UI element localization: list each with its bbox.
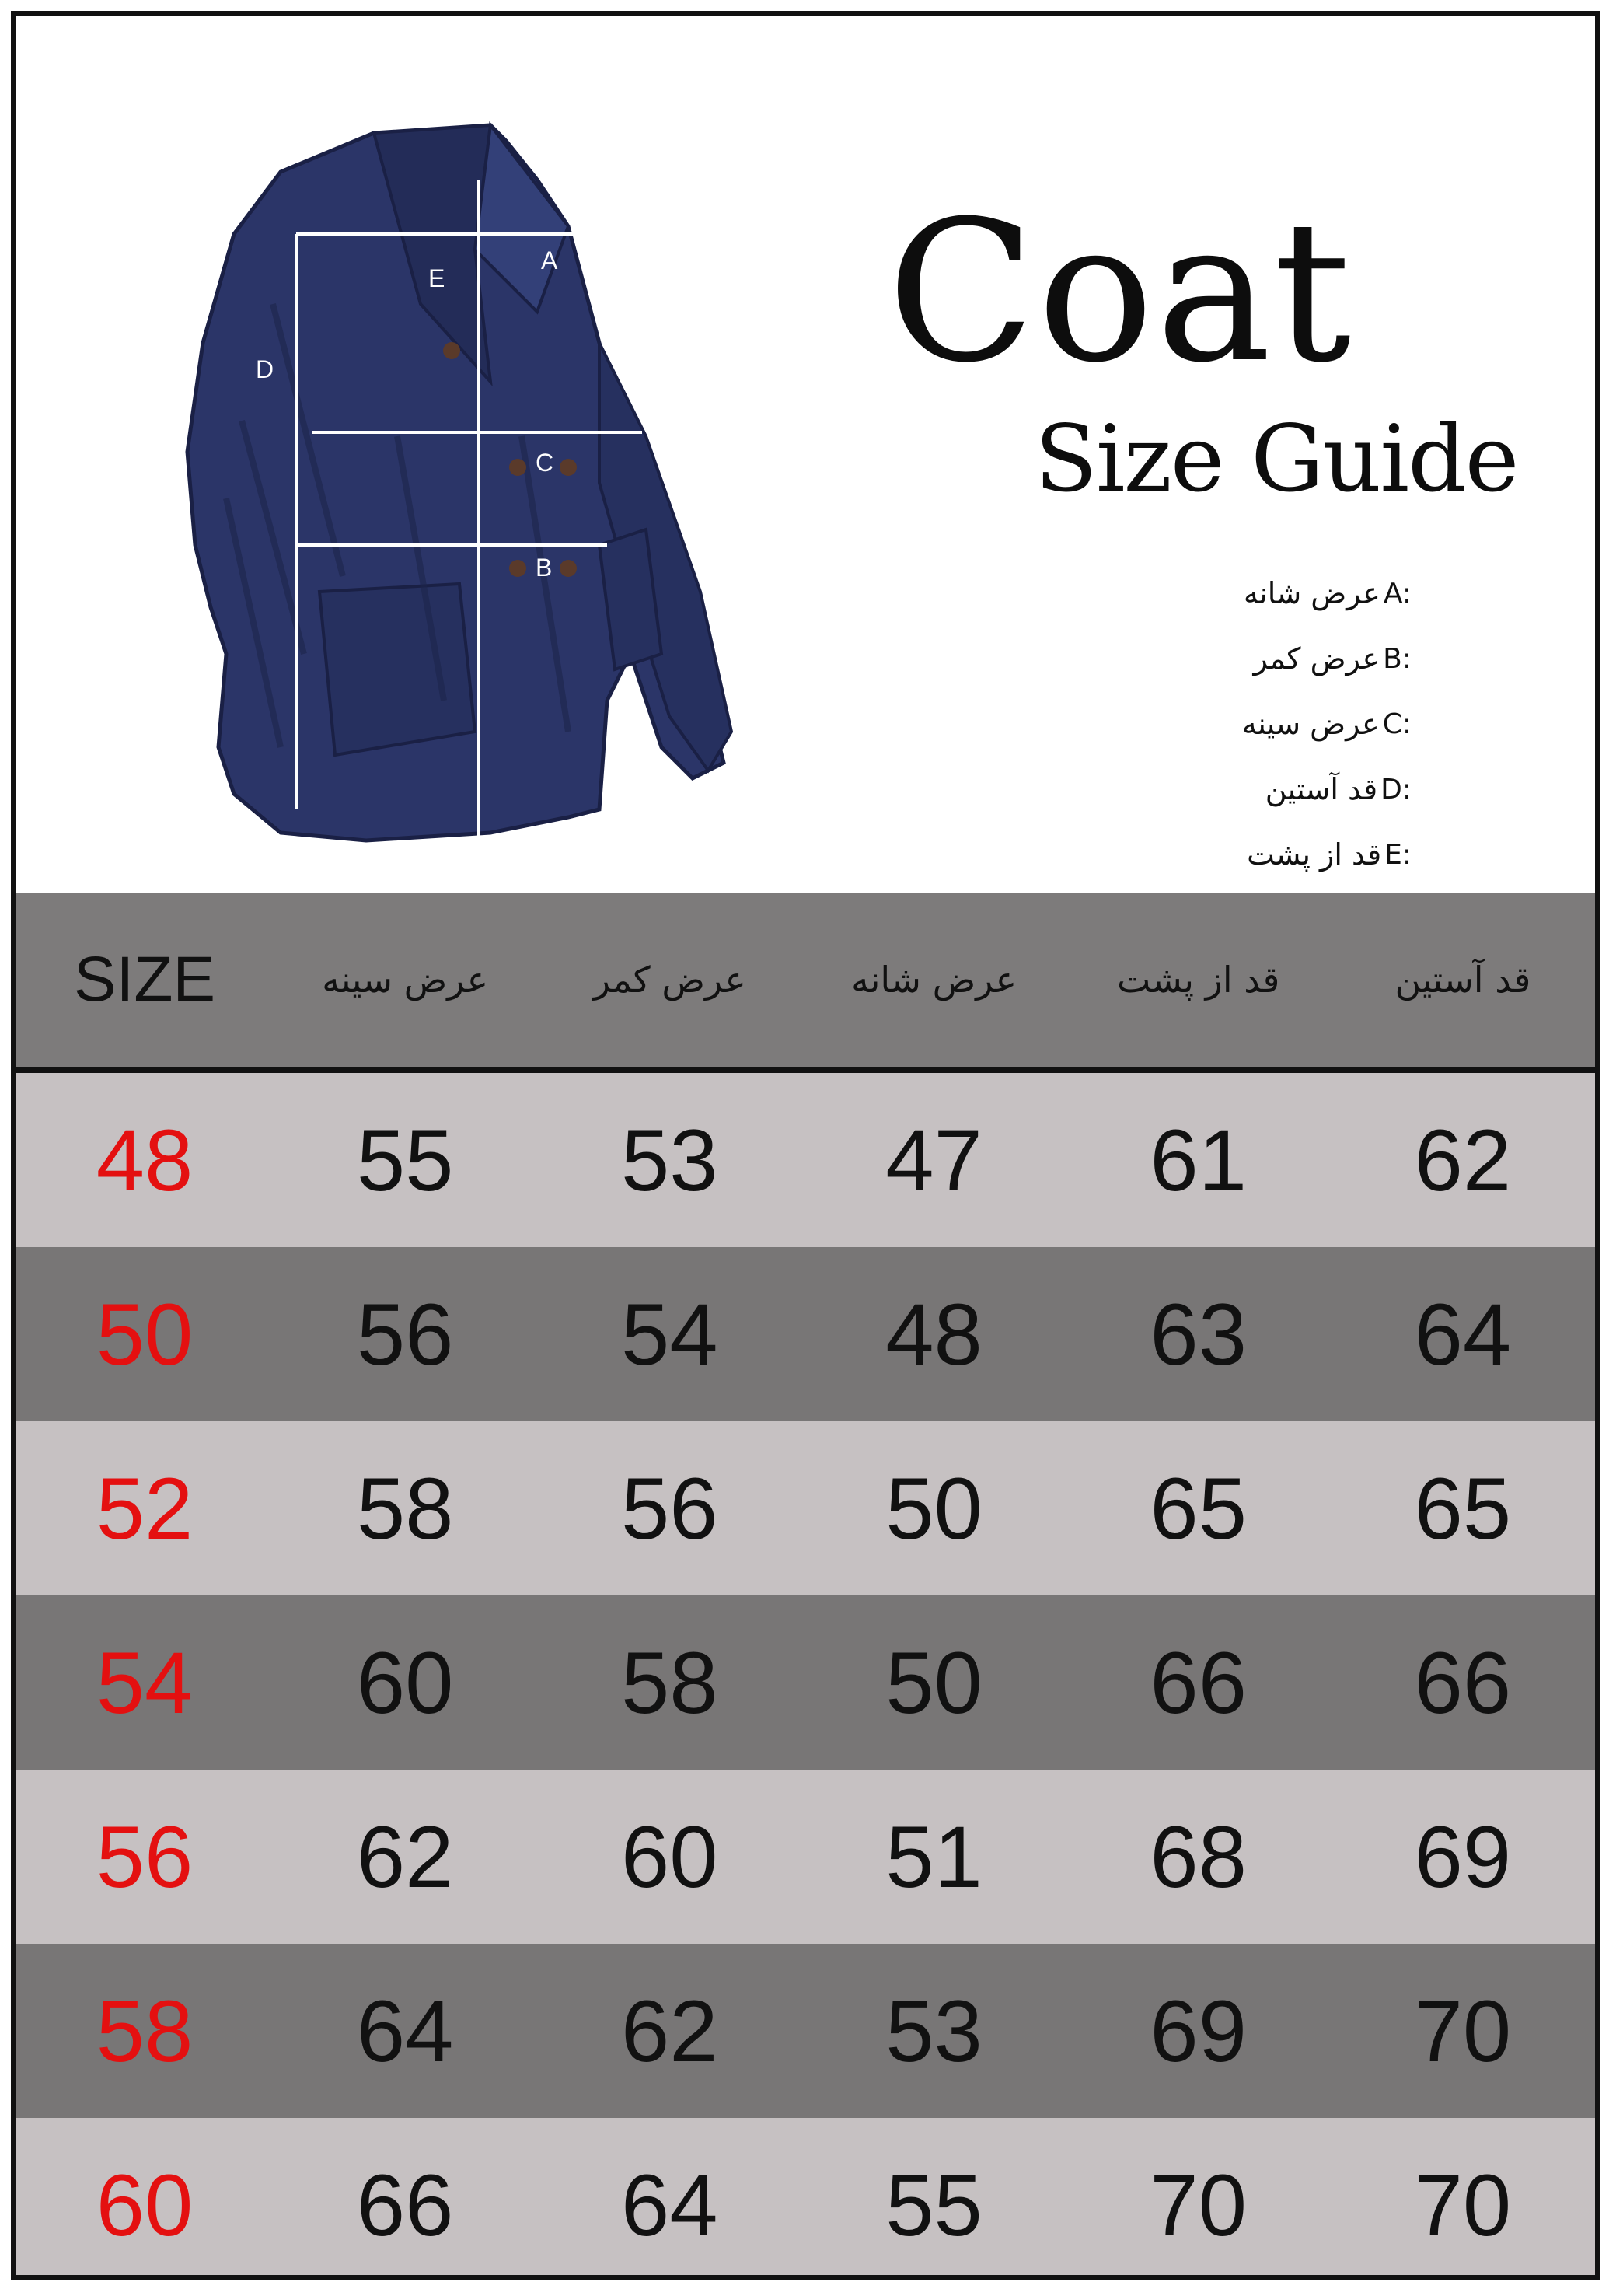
table-row xyxy=(16,1421,1595,1595)
size-cell: 58 xyxy=(96,1982,194,2080)
table-cell: 56 xyxy=(356,1285,454,1383)
table-cell: 50 xyxy=(885,1459,983,1557)
page-subtitle: Size Guide xyxy=(1035,405,1518,512)
legend-text: عرض کمر xyxy=(1253,641,1380,676)
legend-key: A: xyxy=(1383,577,1412,610)
table-row xyxy=(16,1073,1595,1247)
size-cell: 52 xyxy=(96,1459,194,1557)
table-cell: 55 xyxy=(356,1111,454,1209)
size-cell: 48 xyxy=(96,1111,194,1209)
table-header xyxy=(16,893,1595,1067)
table-cell: 70 xyxy=(1150,2156,1247,2254)
legend-key: C: xyxy=(1382,708,1412,740)
legend-key: E: xyxy=(1384,838,1412,871)
table-cell: 50 xyxy=(885,1634,983,1732)
legend-key: D: xyxy=(1380,773,1412,806)
table-cell: 58 xyxy=(621,1634,718,1732)
table-cell: 62 xyxy=(621,1982,718,2080)
measurement-legend xyxy=(945,561,1412,887)
legend-item xyxy=(945,691,1412,757)
table-cell: 70 xyxy=(1414,2156,1512,2254)
size-cell: 56 xyxy=(96,1808,194,1906)
size-cell: 54 xyxy=(96,1634,194,1732)
table-cell: 58 xyxy=(356,1459,454,1557)
table-cell: 68 xyxy=(1150,1808,1247,1906)
legend-item xyxy=(945,757,1412,822)
label-a: A xyxy=(541,246,558,274)
label-b: B xyxy=(536,554,553,582)
table-cell: 65 xyxy=(1414,1459,1512,1557)
coat-illustration xyxy=(164,110,786,856)
table-cell: 63 xyxy=(1150,1285,1247,1383)
table-cell: 51 xyxy=(885,1808,983,1906)
legend-item xyxy=(945,822,1412,887)
label-e: E xyxy=(428,264,445,292)
table-cell: 62 xyxy=(356,1808,454,1906)
header-divider xyxy=(16,1067,1595,1073)
size-cell: 50 xyxy=(96,1285,194,1383)
header-size: SIZE xyxy=(73,944,216,1015)
table-cell: 69 xyxy=(1150,1982,1247,2080)
legend-text: عرض سینه xyxy=(1241,707,1380,741)
table-cell: 69 xyxy=(1414,1808,1512,1906)
table-cell: 64 xyxy=(621,2156,718,2254)
table-cell: 61 xyxy=(1150,1111,1247,1209)
legend-key: B: xyxy=(1383,642,1412,675)
header-back-length: قد از پشت xyxy=(1117,959,1280,1001)
header-chest-width: عرض سینه xyxy=(322,959,489,1001)
table-cell: 62 xyxy=(1414,1111,1512,1209)
table-cell: 65 xyxy=(1150,1459,1247,1557)
table-cell: 64 xyxy=(1414,1285,1512,1383)
table-cell: 60 xyxy=(621,1808,718,1906)
label-c: C xyxy=(536,449,554,477)
table-cell: 66 xyxy=(356,2156,454,2254)
table-row xyxy=(16,1595,1595,1770)
legend-item xyxy=(945,561,1412,626)
table-cell: 66 xyxy=(1150,1634,1247,1732)
header-sleeve-length: قد آستین xyxy=(1394,959,1531,1001)
size-table xyxy=(16,893,1595,2280)
legend-item xyxy=(945,626,1412,691)
table-cell: 54 xyxy=(621,1285,718,1383)
table-row xyxy=(16,2118,1595,2280)
table-cell: 48 xyxy=(885,1285,983,1383)
label-d: D xyxy=(256,355,274,383)
table-cell: 53 xyxy=(885,1982,983,2080)
table-cell: 47 xyxy=(885,1111,983,1209)
table-cell: 60 xyxy=(356,1634,454,1732)
table-cell: 70 xyxy=(1414,1982,1512,2080)
table-cell: 64 xyxy=(356,1982,454,2080)
size-cell: 60 xyxy=(96,2156,194,2254)
table-row xyxy=(16,1770,1595,1944)
header-shoulder-width: عرض شانه xyxy=(850,959,1017,1001)
table-cell: 53 xyxy=(621,1111,718,1209)
legend-text: عرض شانه xyxy=(1243,576,1380,610)
header-section xyxy=(16,16,1595,893)
legend-text: قد آستین xyxy=(1265,772,1378,806)
table-row xyxy=(16,1247,1595,1421)
size-guide-card xyxy=(11,11,1600,2280)
table-cell: 55 xyxy=(885,2156,983,2254)
legend-text: قد از پشت xyxy=(1247,837,1382,872)
page-title: Coat xyxy=(887,179,1353,405)
table-cell: 56 xyxy=(621,1459,718,1557)
table-row xyxy=(16,1944,1595,2118)
header-waist-width: عرض کمر xyxy=(592,959,746,1001)
table-cell: 66 xyxy=(1414,1634,1512,1732)
